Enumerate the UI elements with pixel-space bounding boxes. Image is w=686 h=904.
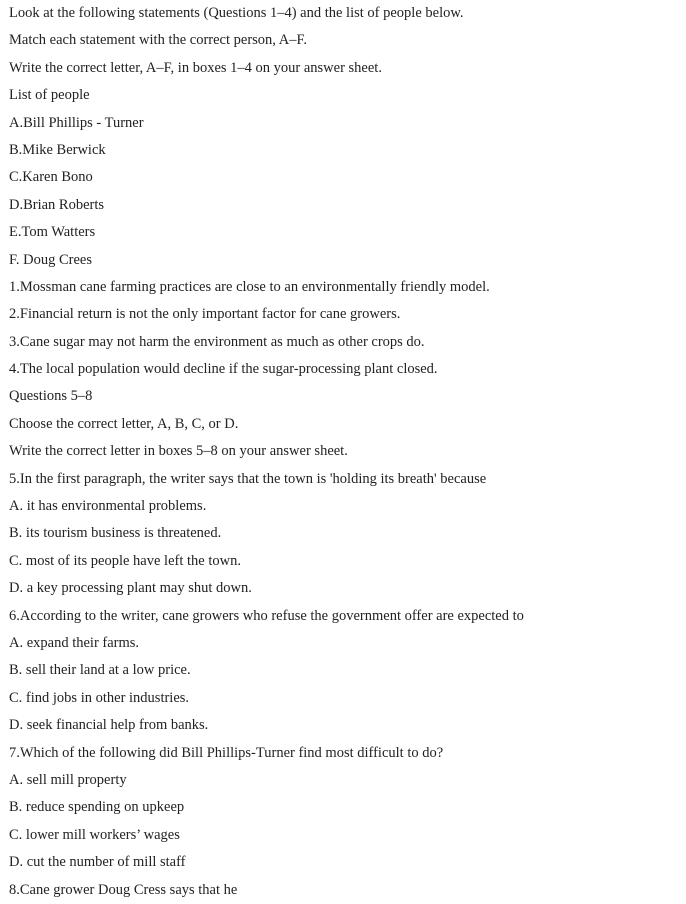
section-heading: Questions 5–8 — [9, 388, 93, 405]
person-item: C.Karen Bono — [9, 169, 93, 186]
person-item: F. Doug Crees — [9, 251, 93, 268]
answer-option: A. sell mill property — [9, 771, 127, 788]
answer-option: D. a key processing plant may shut down. — [9, 580, 252, 597]
people-list-heading: List of people — [9, 87, 90, 104]
statement-item: 2.Financial return is not the only important factor for cane growers. — [9, 306, 401, 323]
question-stem: 7.Which of the following did Bill Phillips-Turner find most difficult to do? — [9, 744, 444, 761]
answer-option: A. it has environmental problems. — [9, 498, 207, 515]
instruction-line: Choose the correct letter, A, B, C, or D. — [9, 415, 239, 432]
answer-option: B. sell their land at a low price. — [9, 662, 191, 679]
answer-option: C. most of its people have left the town. — [9, 552, 241, 569]
person-item: B.Mike Berwick — [9, 141, 106, 158]
instruction-line: Look at the following statements (Questions 1–4) and the list of people below. — [9, 5, 464, 21]
question-stem: 5.In the first paragraph, the writer says that the town is 'holding its breath' because — [9, 470, 487, 487]
question-stem: 6.According to the writer, cane growers who refuse the government offer are expected to — [9, 607, 524, 624]
answer-option: C. lower mill workers’ wages — [9, 826, 180, 843]
answer-option: D. cut the number of mill staff — [9, 854, 186, 871]
answer-option: C. find jobs in other industries. — [9, 689, 190, 706]
answer-option: B. reduce spending on upkeep — [9, 799, 185, 816]
statement-item: 3.Cane sugar may not harm the environment as much as other crops do. — [9, 333, 425, 350]
reading-document — [9, 0, 679, 904]
statement-item: 4.The local population would decline if the sugar-processing plant closed. — [9, 361, 438, 378]
statement-item: 1.Mossman cane farming practices are close to an environmentally friendly model. — [9, 278, 490, 295]
question-stem: 8.Cane grower Doug Cress says that he — [9, 881, 238, 898]
answer-option: A. expand their farms. — [9, 634, 140, 651]
instruction-line: Write the correct letter, A–F, in boxes 1–4 on your answer sheet. — [9, 59, 382, 76]
answer-option: D. seek financial help from banks. — [9, 717, 209, 734]
person-item: E.Tom Watters — [9, 224, 96, 241]
person-item: D.Brian Roberts — [9, 196, 105, 213]
instruction-line: Match each statement with the correct person, A–F. — [9, 32, 308, 49]
person-item: A.Bill Phillips - Turner — [9, 114, 144, 131]
answer-option: B. its tourism business is threatened. — [9, 525, 222, 542]
instruction-line: Write the correct letter in boxes 5–8 on your answer sheet. — [9, 443, 348, 460]
